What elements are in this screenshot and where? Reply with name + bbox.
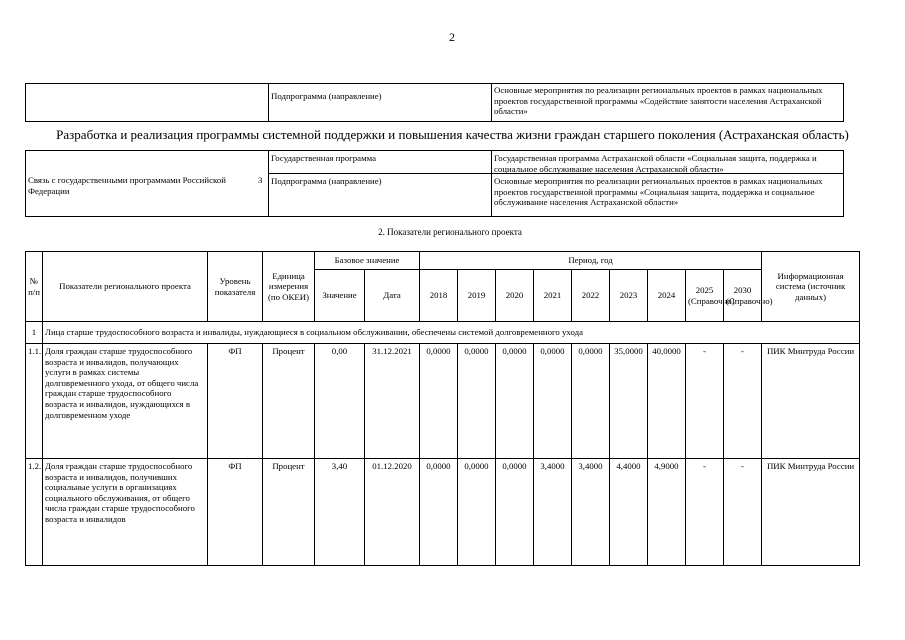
row-value-2025: - [686, 344, 724, 459]
row-level: ФП [208, 459, 263, 566]
header-year: 2022 [572, 270, 610, 322]
indicators-table [25, 251, 860, 566]
header-unit: Единица измерения (по ОКЕИ) [263, 252, 315, 322]
row-info-system: ПИК Минтруда России [762, 344, 860, 459]
row-indicator-name: Доля граждан старше трудоспособного возраста и инвалидов, получающих услуги в рамках системы долговременного ухода, от общего числа граждан старше трудоспособного возраста и инвалидов, нуждающихся в долговременном уходе [43, 344, 208, 459]
header-period: Период, год [420, 252, 762, 270]
row-info-system: ПИК Минтруда России [762, 459, 860, 566]
row-indicator-name: Доля граждан старше трудоспособного возраста и инвалидов, получивших социальные услуги в организациях социального обслуживания, от общего числа граждан старше трудоспособного возраста и инвалидов [43, 459, 208, 566]
links-label: Связь с государственными программами Российской Федерации [28, 175, 226, 196]
row-base-value: 0,00 [315, 344, 365, 459]
row-year-value: 40,0000 [648, 344, 686, 459]
header-year: 2020 [496, 270, 534, 322]
row-unit: Процент [263, 459, 315, 566]
top-subprogram-value: Основные мероприятия по реализации региональных проектов в рамках национальных проектов государственной программы «Содействие занятости населения Астраханской области» [494, 85, 823, 117]
row-year-value: 0,0000 [496, 344, 534, 459]
header-year: 2019 [458, 270, 496, 322]
row-year-value: 0,0000 [420, 344, 458, 459]
header-level: Уровень показателя [208, 252, 263, 322]
row-year-value: 4,4000 [610, 459, 648, 566]
header-base-value: Значение [315, 270, 365, 322]
table-caption: 2. Показатели регионального проекта [378, 227, 522, 237]
row-year-value: 3,4000 [534, 459, 572, 566]
header-num: № п/п [26, 252, 43, 322]
row-year-value: 0,0000 [572, 344, 610, 459]
header-year: 2021 [534, 270, 572, 322]
header-year-2030: 2030 (Справочно) [724, 270, 762, 322]
row-year-value: 0,0000 [458, 344, 496, 459]
row-value-2030: - [724, 344, 762, 459]
section-row [26, 322, 860, 344]
subprogram-label: Подпрограмма (направление) [271, 176, 382, 186]
row-year-value: 35,0000 [610, 344, 648, 459]
row-unit: Процент [263, 344, 315, 459]
row-year-value: 0,0000 [496, 459, 534, 566]
header-year: 2023 [610, 270, 648, 322]
table-row [26, 459, 860, 566]
header-year-2025: 2025 (Справочно) [686, 270, 724, 322]
links-number: 3 [258, 175, 263, 185]
header-year: 2018 [420, 270, 458, 322]
row-year-value: 3,4000 [572, 459, 610, 566]
row-value-2025: - [686, 459, 724, 566]
state-program-value: Государственная программа Астраханской области «Социальная защита, поддержка и социальное обслуживание населения Астраханской области» [494, 153, 817, 174]
table-row [26, 344, 860, 459]
project-title: Разработка и реализация программы системной поддержки и повышения качества жизни граждан старшего поколения (Астраханская область) [56, 127, 849, 142]
top-subprogram-label: Подпрограмма (направление) [271, 91, 382, 101]
row-num: 1.1. [26, 344, 43, 459]
header-info-system: Информационная система (источник данных) [762, 252, 860, 322]
page-number: 2 [449, 30, 455, 44]
header-base-date: Дата [365, 270, 420, 322]
header-year: 2024 [648, 270, 686, 322]
section-num: 1 [26, 322, 43, 344]
row-year-value: 0,0000 [420, 459, 458, 566]
row-year-value: 4,9000 [648, 459, 686, 566]
row-level: ФП [208, 344, 263, 459]
state-program-label: Государственная программа [271, 153, 377, 163]
header-base: Базовое значение [315, 252, 420, 270]
row-year-value: 0,0000 [458, 459, 496, 566]
row-value-2030: - [724, 459, 762, 566]
row-base-date: 01.12.2020 [365, 459, 420, 566]
subprogram-value: Основные мероприятия по реализации региональных проектов в рамках национальных проектов государственной программы «Социальная защита, поддержка и социальное обслуживание населения Астраханской области» [494, 176, 823, 208]
header-indicators: Показатели регионального проекта [43, 252, 208, 322]
row-year-value: 0,0000 [534, 344, 572, 459]
row-base-date: 31.12.2021 [365, 344, 420, 459]
row-base-value: 3,40 [315, 459, 365, 566]
section-text: Лица старше трудоспособного возраста и инвалиды, нуждающиеся в социальном обслуживании, обеспечены системой долговременного ухода [43, 322, 860, 344]
row-num: 1.2. [26, 459, 43, 566]
